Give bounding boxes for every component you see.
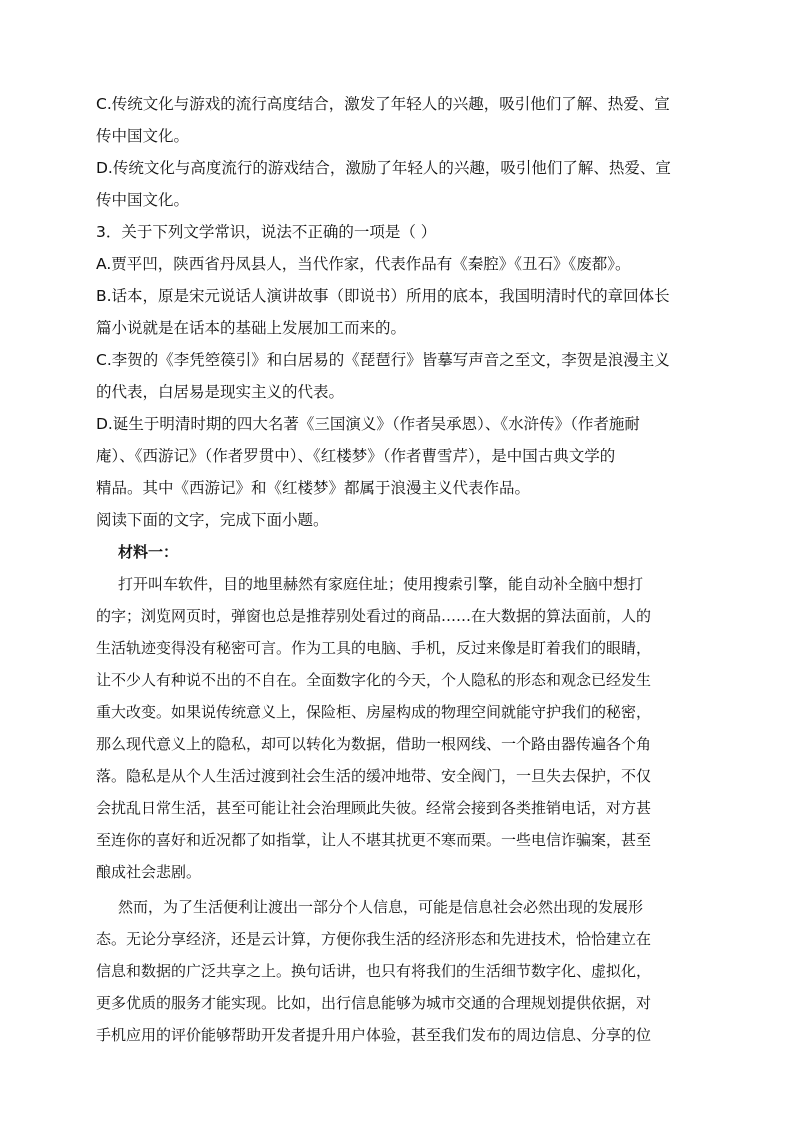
text-line: 传中国文化。 (96, 191, 190, 209)
text-line: 的代表，白居易是现实主义的代表。 (96, 383, 345, 401)
text-line: 手机应用的评价能够帮助开发者提升用户体验，甚至我们发布的周边信息、分享的位 (96, 1026, 652, 1044)
text-line: 重大改变。如果说传统意义上，保险柜、房屋构成的物理空间就能守护我们的秘密， (96, 703, 652, 721)
text-line: 态。无论分享经济，还是云计算，方便你我生活的经济形态和先进技术，恰恰建立在 (96, 930, 652, 948)
text-line: 信息和数据的广泛共享之上。换句话讲，也只有将我们的生活细节数字化、虚拟化， (96, 962, 652, 980)
text-line: 庵）、《西游记》（作者罗贯中）、《红楼梦》（作者曹雪芹），是中国古典文学的 (96, 447, 616, 465)
text-line: 酿成社会悲剧。 (96, 863, 202, 881)
question3-option-d (96, 408, 696, 504)
text-line: 打开叫车软件，目的地里赫然有家庭住址；使用搜索引擎，能自动补全脑中想打 (118, 575, 644, 593)
text-line: 会扰乱日常生活，甚至可能让社会治理顾此失彼。经常会接到各类推销电话，对方甚 (96, 799, 652, 817)
text-line: 那么现代意义上的隐私，却可以转化为数据，借助一根网线、一个路由器传遍各个角 (96, 735, 652, 753)
question3-stem: 3．关于下列文学常识，说法不正确的一项是（ ） (96, 223, 437, 241)
question3-option-c (96, 344, 696, 408)
material-heading: 材料一： (118, 543, 179, 561)
question2-option-c (96, 88, 696, 152)
text-line: D.传统文化与高度流行的游戏结合，激励了年轻人的兴趣，吸引他们了解、热爱、宣 (96, 159, 671, 177)
text-line: 然而，为了生活便利让渡出一部分个人信息，可能是信息社会必然出现的发展形 (118, 898, 644, 916)
text-line: 传中国文化。 (96, 127, 190, 145)
question3 (96, 216, 696, 504)
text-line: C.传统文化与游戏的流行高度结合，激发了年轻人的兴趣，吸引他们了解、热爱、宣 (96, 95, 670, 113)
text-line: 让不少人有种说不出的不自在。全面数字化的今天，个人隐私的形态和观念已经发生 (96, 671, 652, 689)
text-line: B.话本，原是宋元说话人演讲故事（即说书）所用的底本，我国明清时代的章回体长 (96, 287, 670, 305)
material-one (96, 536, 696, 1051)
text-line: D.诞生于明清时期的四大名著《三国演义》（作者吴承恩）、《水浒传》（作者施耐 (96, 415, 640, 433)
text-line: 精品。其中《西游记》和《红楼梦》都属于浪漫主义代表作品。 (96, 479, 531, 497)
text-line: C.李贺的《李凭箜篌引》和白居易的《琵琶行》皆摹写声音之至文，李贺是浪漫主义 (96, 351, 670, 369)
text-line: 的字；浏览网页时，弹窗也总是推荐别处看过的商品……在大数据的算法面前，人的 (96, 607, 652, 625)
text-line: 至连你的喜好和近况都了如指掌，让人不堪其扰更不寒而栗。一些电信诈骗案，甚至 (96, 831, 652, 849)
text-line: 生活轨迹变得没有秘密可言。作为工具的电脑、手机，反过来像是盯着我们的眼睛， (96, 639, 652, 657)
material-paragraph-1 (96, 568, 696, 888)
question2-option-d (96, 152, 696, 216)
document-page (96, 88, 696, 1051)
reading-instruction: 阅读下面的文字，完成下面小题。 (96, 511, 329, 529)
text-line: 篇小说就是在话本的基础上发展加工而来的。 (96, 319, 407, 337)
text-line: 落。隐私是从个人生活过渡到社会生活的缓冲地带、安全阀门，一旦失去保护，不仅 (96, 767, 652, 785)
material-paragraph-2 (96, 891, 696, 1051)
text-line: 更多优质的服务才能实现。比如，出行信息能够为城市交通的合理规划提供依据，对 (96, 994, 652, 1012)
question3-option-b (96, 280, 696, 344)
question3-option-a: A.贾平凹，陕西省丹凤县人，当代作家，代表作品有《秦腔》《丑石》《废都》。 (96, 255, 631, 273)
